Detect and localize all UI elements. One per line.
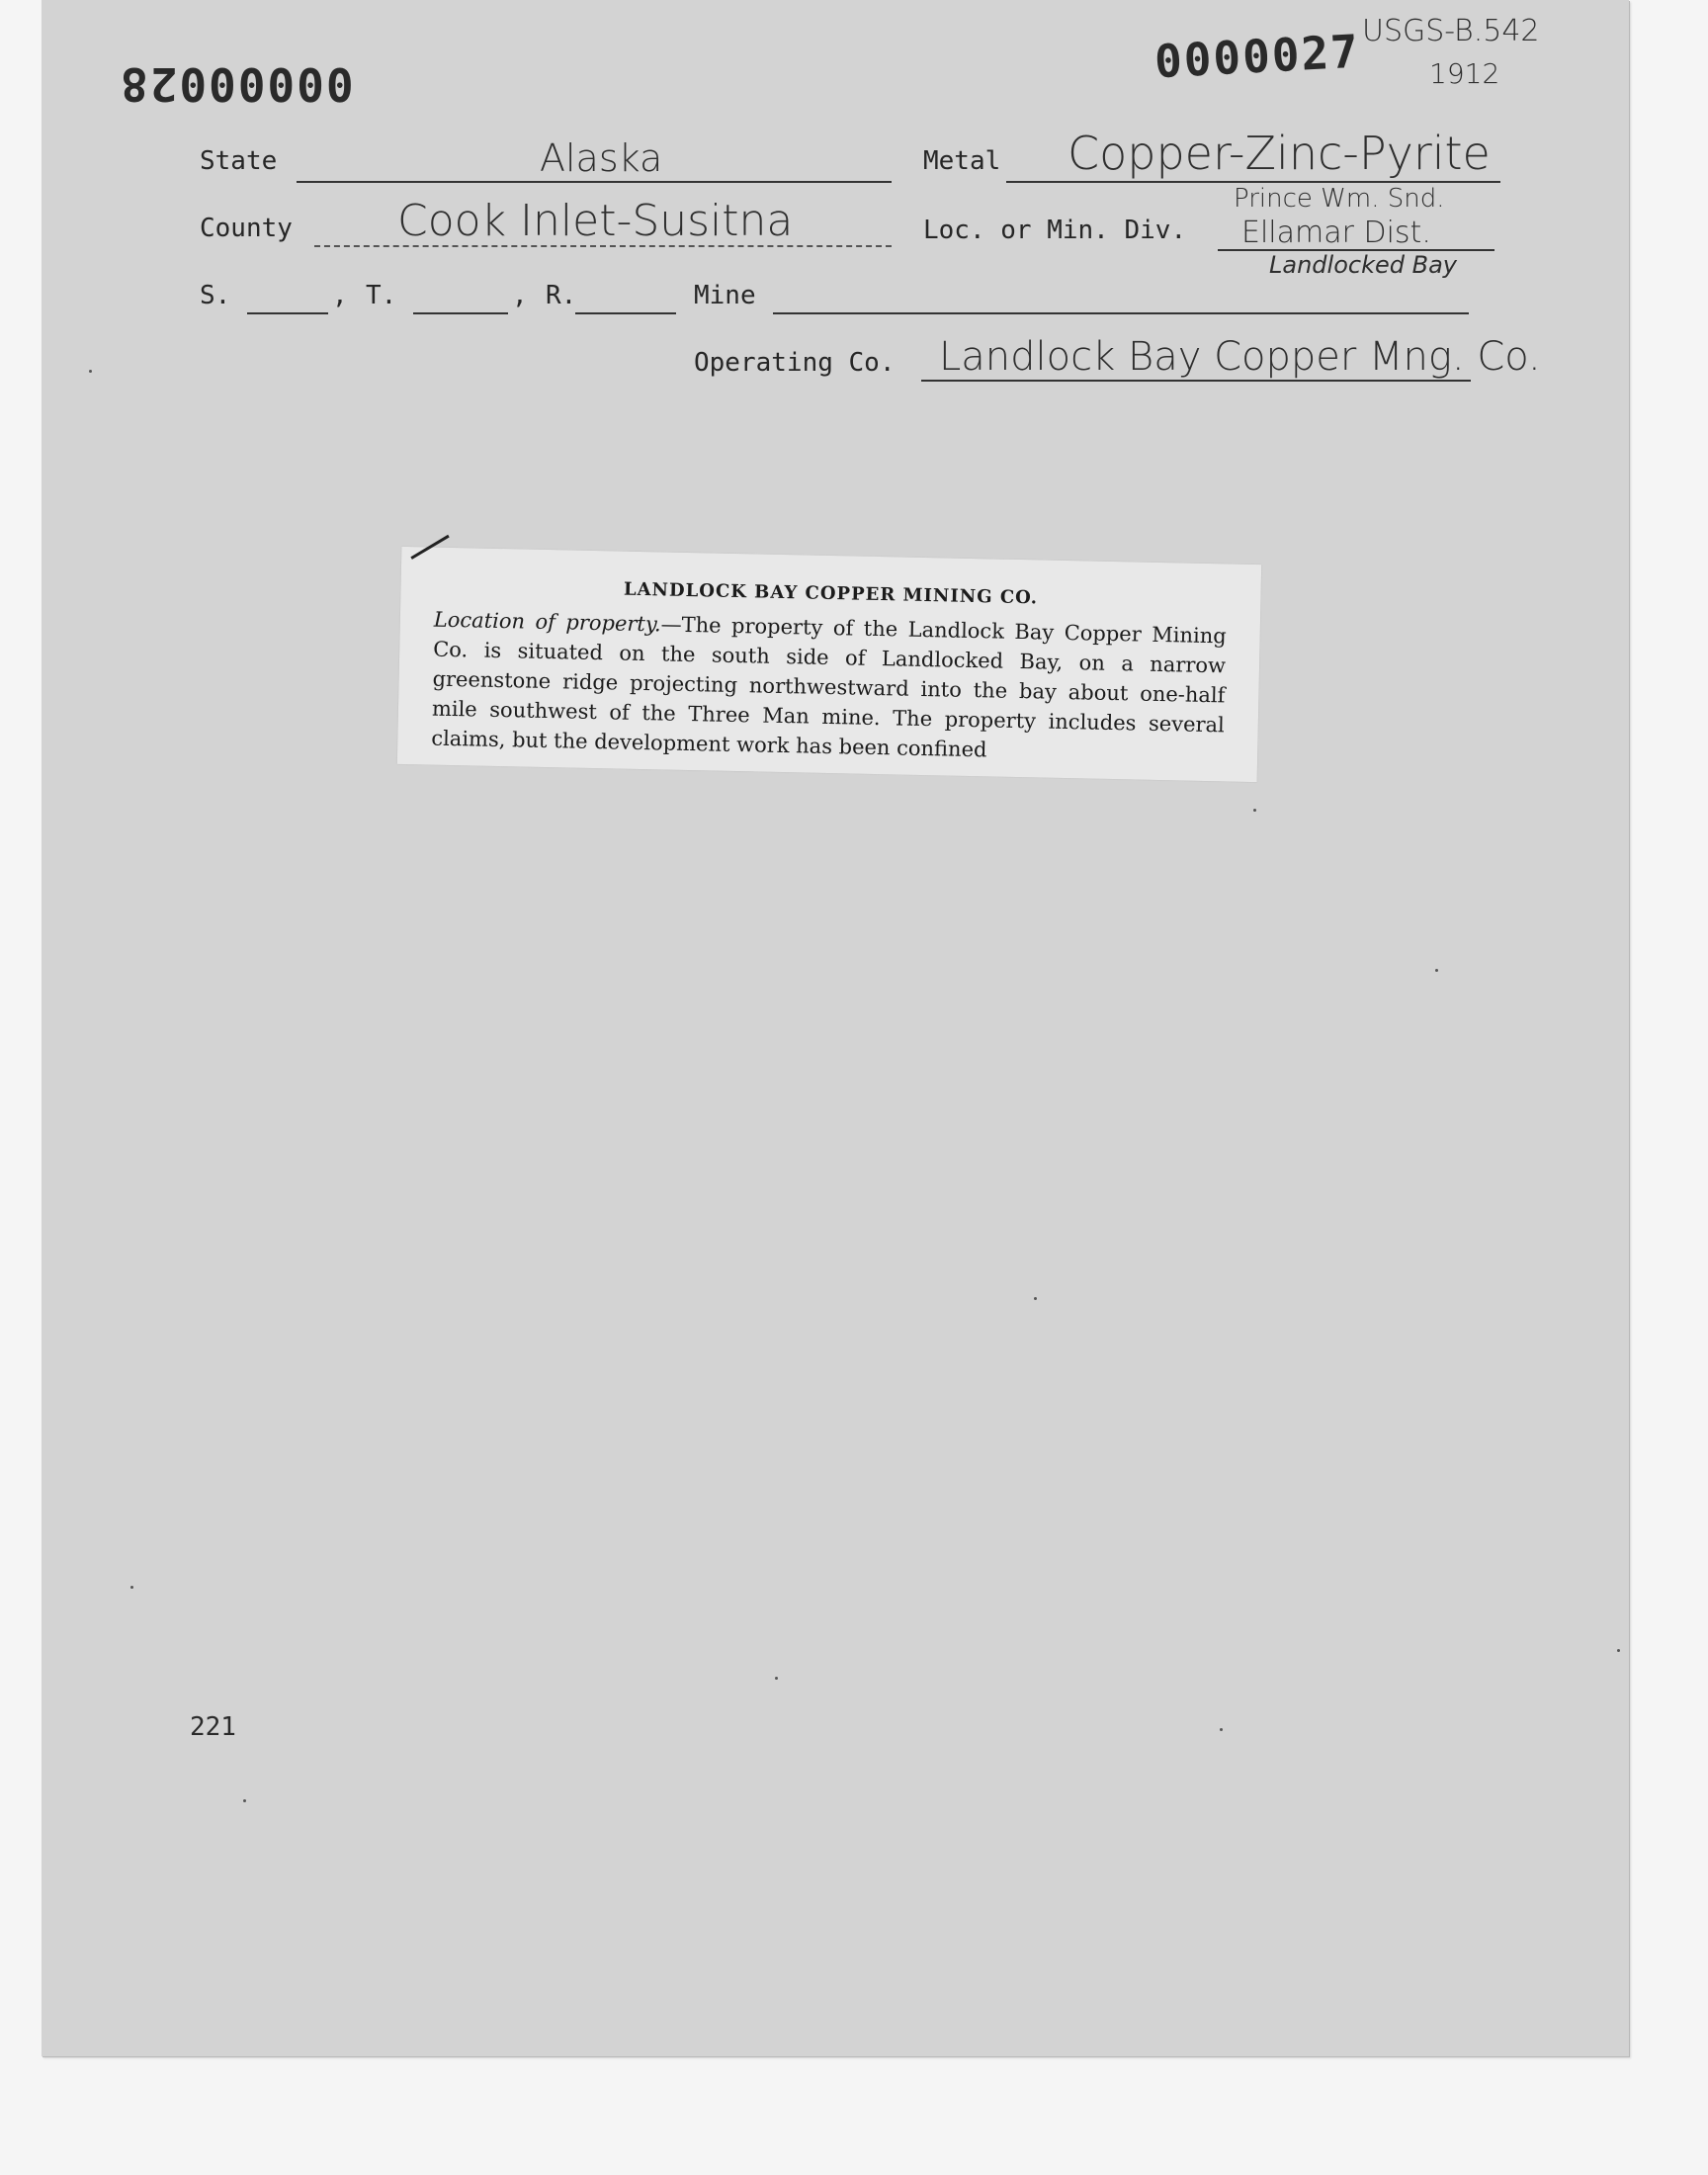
speck — [89, 370, 92, 373]
speck — [130, 1586, 133, 1589]
range-line — [575, 312, 676, 314]
operating-co-line — [921, 380, 1471, 382]
township-line — [413, 312, 508, 314]
clipping-text: —The property of the Landlock Bay Copper Mining Co. is situated on the south side of Landlocked Bay, on a narrow greenstone ridge projecting northwestward into the bay about one-half mile southwest of the Three Man mine. The property includes several claims, but the development work has been confined — [431, 612, 1227, 762]
comma-2: , — [512, 281, 528, 310]
speck — [1034, 1297, 1037, 1300]
state-label: State — [200, 146, 278, 176]
reference-line-1: USGS-B.542 — [1362, 14, 1540, 48]
section-label: S. — [200, 281, 231, 310]
county-label: County — [200, 214, 293, 243]
county-value: Cook Inlet-Susitna — [397, 196, 794, 246]
reference-line-2: 1912 — [1429, 57, 1500, 90]
mine-line — [773, 312, 1469, 314]
clipping-lead: Location of property. — [433, 607, 661, 637]
index-card — [42, 0, 1629, 2056]
newspaper-clipping — [397, 547, 1261, 782]
operating-co-label: Operating Co. — [694, 348, 896, 378]
range-label: R. — [546, 281, 577, 310]
speck — [243, 1799, 246, 1802]
page-number: 221 — [190, 1712, 236, 1742]
stamp-number-left: 00000028 — [119, 57, 354, 111]
speck — [1617, 1649, 1620, 1652]
clipping-body — [431, 605, 1227, 770]
metal-label: Metal — [923, 146, 1001, 176]
metal-line — [1006, 181, 1500, 183]
state-line — [297, 181, 892, 183]
comma-1: , — [332, 281, 348, 310]
operating-co-value: Landlock Bay Copper Mng. Co. — [939, 334, 1541, 380]
division-label: Loc. or Min. Div. — [923, 216, 1187, 245]
speck — [1435, 969, 1438, 972]
stamp-number-right: 0000027 — [1153, 24, 1362, 89]
speck — [1220, 1728, 1223, 1731]
division-value-below: Landlocked Bay — [1269, 251, 1457, 279]
speck — [775, 1677, 778, 1680]
speck — [1253, 809, 1256, 812]
mine-label: Mine — [694, 281, 756, 310]
division-value: Ellamar Dist. — [1241, 216, 1431, 250]
clipping-title: LANDLOCK BAY COPPER MINING CO. — [623, 578, 1039, 609]
section-line — [247, 312, 328, 314]
metal-value: Copper-Zinc-Pyrite — [1068, 127, 1491, 180]
state-value: Alaska — [540, 136, 663, 180]
division-value-above: Prince Wm. Snd. — [1234, 184, 1445, 214]
township-label: T. — [366, 281, 397, 310]
